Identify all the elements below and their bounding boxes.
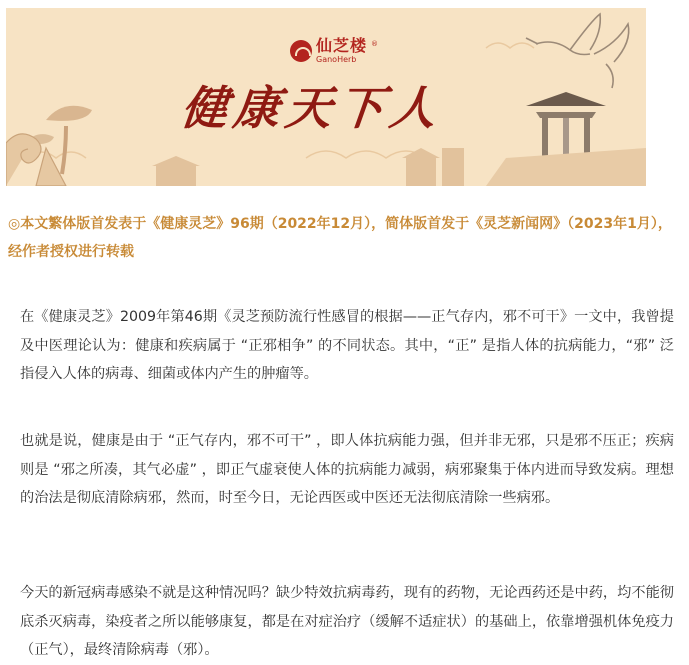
article-paragraph-1: 在《健康灵芝》2009年第46期《灵芝预防流行性感冒的根据——正气存内，邪不可干》一文中，我曾提及中医理论认为：健康和疾病属于 “正邪相争” 的不同状态。其中，“正” 是指人体的抗病能力，“邪” 泛指侵入人体的病毒、细菌或体内产生的肿瘤等。 — [20, 309, 674, 382]
article-paragraph-2: 也就是说，健康是由于 “正气存内，邪不可干” ，即人体抗病能力强，但并非无邪，只是邪不压正；疾病则是 “邪之所凑，其气必虚” ，即正气虚衰使人体的抗病能力减弱，病邪聚集于体内进而导致发病。理想的治法是彻底清除病邪，然而，时至今日，无论西医或中医还无法彻底清除一些病邪。 — [20, 433, 674, 506]
pavilion-illustration — [486, 92, 646, 186]
buildings-illustration — [152, 148, 464, 186]
logo-chinese-name: 仙芝楼 — [316, 36, 368, 55]
banner-slogan: 健康天下人 — [178, 81, 445, 135]
rock-illustration — [6, 134, 66, 186]
header-banner — [6, 8, 646, 186]
source-note: ◎本文繁体版首发表于《健康灵芝》96期（2022年12月），简体版首发于《灵芝新闻网》（2023年1月），经作者授权进行转载 — [8, 216, 672, 260]
article-paragraph-3: 今天的新冠病毒感染不就是这种情况吗？缺少特效抗病毒药，现有的药物，无论西药还是中药，均不能彻底杀灭病毒，染疫者之所以能够康复，都是在对症治疗（缓解不适症状）的基础上，依靠增强机体免疫力（正气），最终清除病毒（邪）。 — [20, 585, 674, 658]
registered-mark: ® — [371, 40, 379, 48]
brand-logo — [290, 38, 378, 64]
logo-english-name: GanoHerb — [316, 55, 357, 64]
logo-wordmark — [316, 38, 367, 64]
crane-icon — [526, 14, 629, 88]
ganoherb-logo-icon — [290, 40, 312, 62]
